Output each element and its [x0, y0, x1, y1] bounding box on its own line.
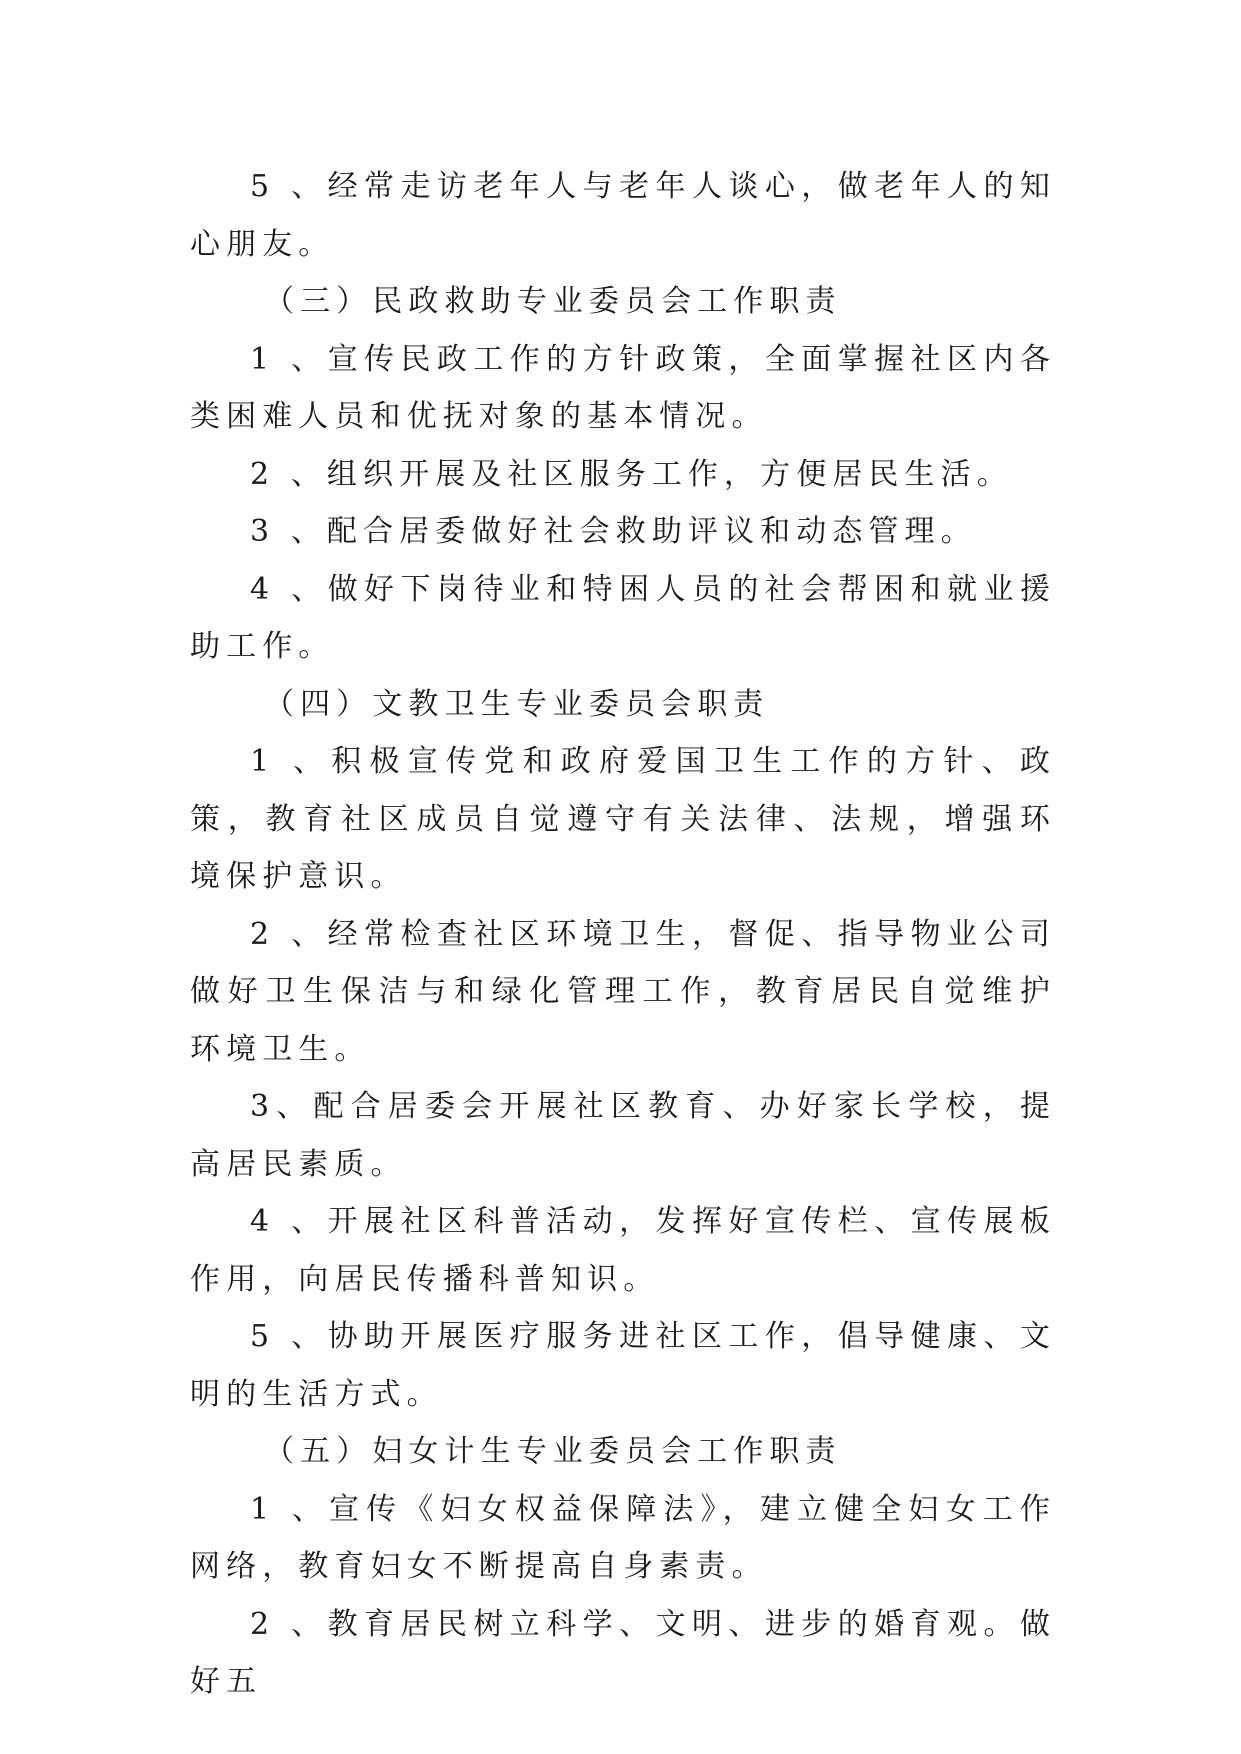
paragraph: 2 、经常检查社区环境卫生，督促、指导物业公司做好卫生保洁与和绿化管理工作，教育居民自觉维护环境卫生。 — [190, 916, 1056, 1067]
paragraph: 5 、经常走访老年人与老年人谈心，做老年人的知心朋友。 — [190, 169, 1056, 262]
document-body — [190, 158, 1056, 1711]
paragraph: 4 、做好下岗待业和特困人员的社会帮困和就业援助工作。 — [190, 571, 1056, 664]
section-heading: （三）民政救助专业委员会工作职责 — [264, 284, 842, 319]
section-heading: （五）妇女计生专业委员会工作职责 — [264, 1434, 842, 1469]
paragraph: 3 、配合居委做好社会救助评议和动态管理。 — [250, 514, 977, 549]
paragraph: 1 、宣传民政工作的方针政策，全面掌握社区内各类困难人员和优抚对象的基本情况。 — [190, 341, 1056, 434]
paragraph: 5 、协助开展医疗服务进社区工作，倡导健康、文明的生活方式。 — [190, 1319, 1056, 1412]
paragraph: 4 、开展社区科普活动，发挥好宣传栏、宣传展板作用，向居民传播科普知识。 — [190, 1204, 1056, 1297]
paragraph: 3、配合居委会开展社区教育、办好家长学校，提高居民素质。 — [190, 1089, 1056, 1182]
paragraph: 1 、宣传《妇女权益保障法》，建立健全妇女工作网络，教育妇女不断提高自身素责。 — [190, 1491, 1056, 1584]
paragraph: 1 、积极宣传党和政府爱国卫生工作的方针、政策，教育社区成员自觉遵守有关法律、法规，增强环境保护意识。 — [190, 744, 1056, 894]
paragraph: 2 、组织开展及社区服务工作，方便居民生活。 — [250, 456, 1013, 492]
paragraph: 2 、教育居民树立科学、文明、进步的婚育观。做好五 — [190, 1606, 1056, 1699]
section-heading: （四）文教卫生专业委员会职责 — [264, 686, 770, 722]
